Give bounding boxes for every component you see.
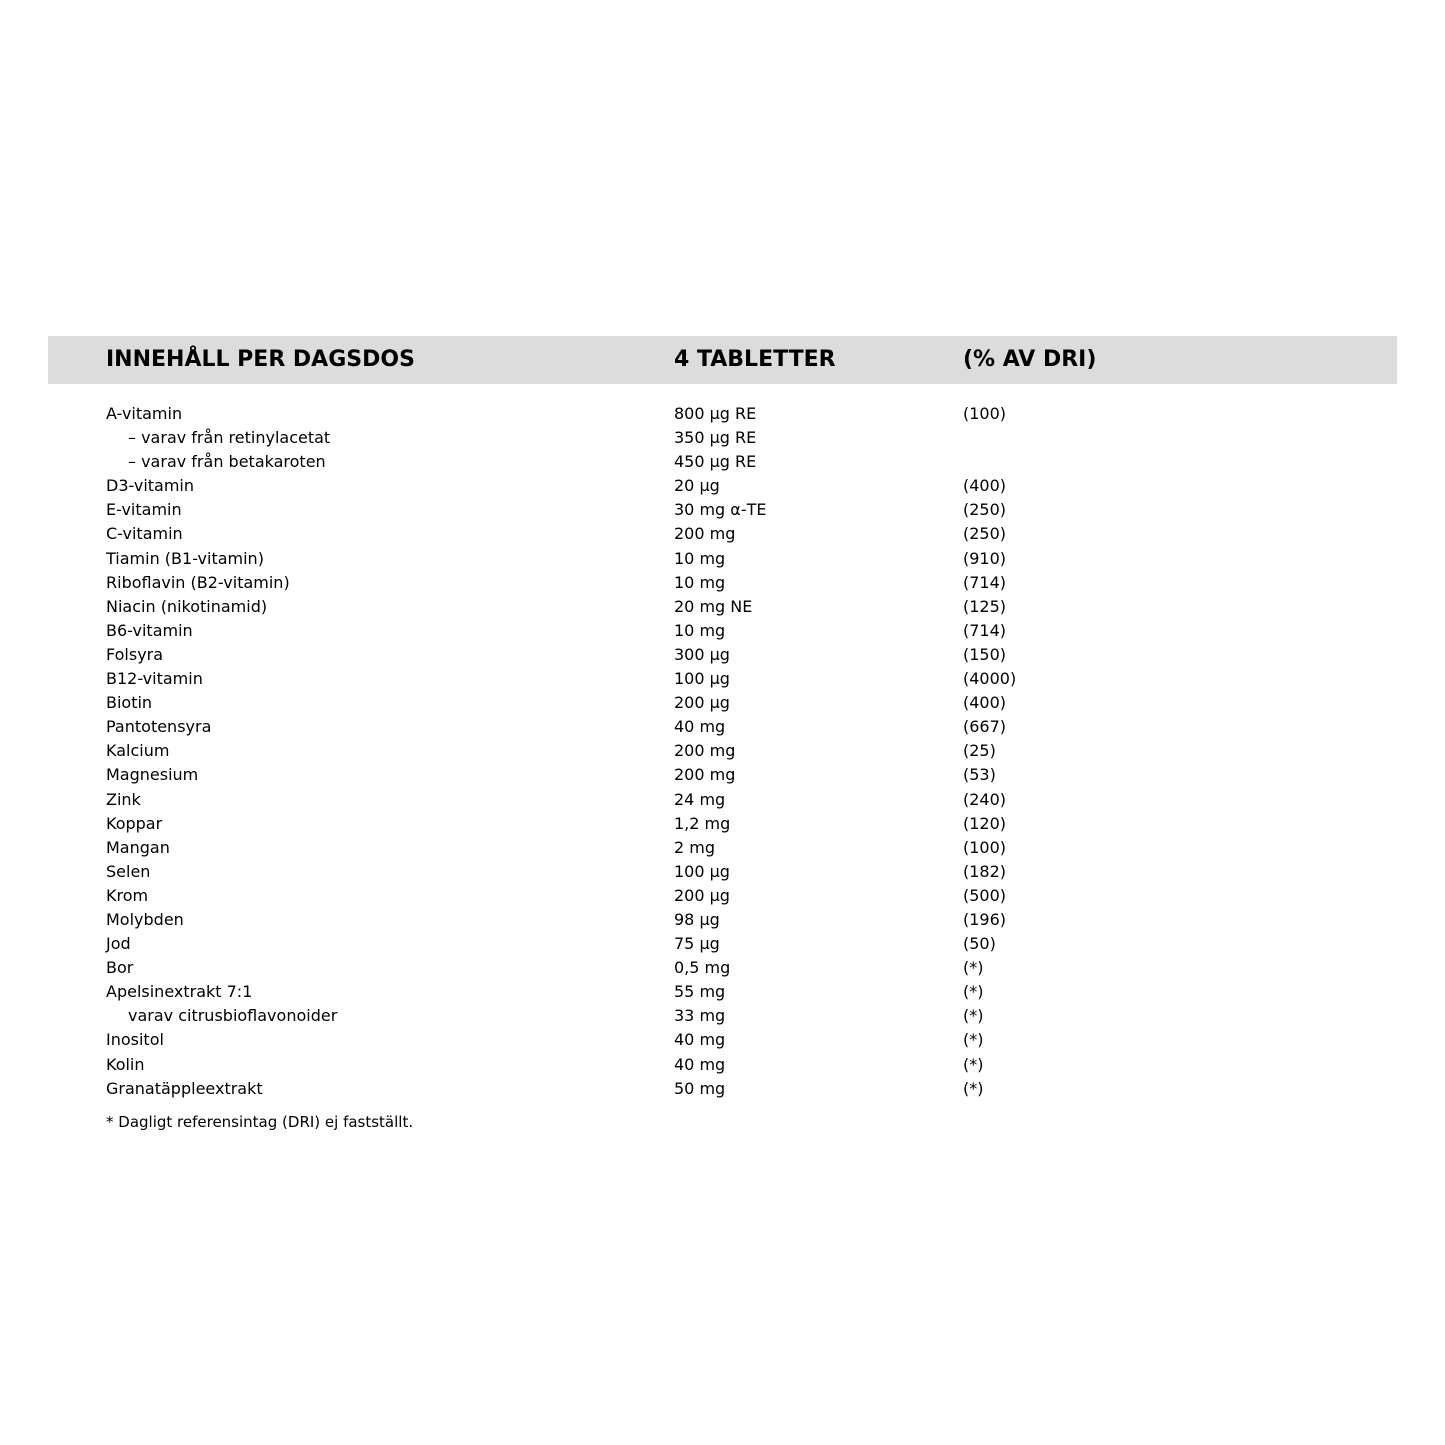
ingredient-name: Kolin xyxy=(106,1054,145,1074)
ingredient-dri: (*) xyxy=(963,1054,984,1074)
table-row xyxy=(48,1053,1397,1077)
ingredient-dri: (910) xyxy=(963,548,1007,568)
table-row xyxy=(48,1077,1397,1101)
ingredient-amount: 20 mg NE xyxy=(674,596,753,616)
ingredient-name: Molybden xyxy=(106,909,184,929)
ingredient-dri: (250) xyxy=(963,500,1007,520)
ingredient-dri: (25) xyxy=(963,741,996,761)
ingredient-amount: 100 µg xyxy=(674,669,730,689)
ingredient-dri: (100) xyxy=(963,404,1007,423)
ingredient-amount: 24 mg xyxy=(674,789,726,809)
table-row xyxy=(48,908,1397,932)
table-row xyxy=(48,860,1397,884)
ingredient-name: Bor xyxy=(106,958,134,978)
ingredient-amount: 200 mg xyxy=(674,765,736,785)
ingredient-name: Tiamin (B1-vitamin) xyxy=(106,548,264,568)
ingredient-dri: (400) xyxy=(963,693,1007,713)
table-row xyxy=(48,547,1397,571)
header-amount: 4 TABLETTER xyxy=(674,347,836,372)
ingredient-name: – varav från retinylacetat xyxy=(128,428,331,448)
ingredient-name: Apelsinextrakt 7:1 xyxy=(106,982,253,1002)
table-row xyxy=(48,884,1397,908)
ingredient-name: Krom xyxy=(106,885,149,905)
ingredient-amount: 98 µg xyxy=(674,909,720,929)
table-row xyxy=(48,763,1397,787)
ingredient-name: Zink xyxy=(106,789,141,809)
ingredient-name: B12-vitamin xyxy=(106,669,203,689)
ingredient-amount: 75 µg xyxy=(674,934,720,954)
table-row xyxy=(48,932,1397,956)
ingredient-amount: 30 mg α-TE xyxy=(674,500,767,520)
ingredient-amount: 200 mg xyxy=(674,524,736,544)
ingredient-name: Kalcium xyxy=(106,741,170,761)
table-row xyxy=(48,450,1397,474)
ingredient-dri: (*) xyxy=(963,1078,984,1098)
table-row xyxy=(48,522,1397,546)
ingredient-name: Selen xyxy=(106,861,151,881)
ingredient-name: Jod xyxy=(106,934,131,954)
table-row xyxy=(48,691,1397,715)
table-row xyxy=(48,571,1397,595)
ingredient-dri: (250) xyxy=(963,524,1007,544)
table-row xyxy=(48,812,1397,836)
header-dri: (% AV DRI) xyxy=(963,347,1097,372)
table-row xyxy=(48,595,1397,619)
ingredient-name: E-vitamin xyxy=(106,500,182,520)
ingredient-amount: 2 mg xyxy=(674,837,716,857)
ingredient-amount: 300 µg xyxy=(674,644,730,664)
ingredient-name: Mangan xyxy=(106,837,170,857)
ingredient-dri: (*) xyxy=(963,982,984,1002)
ingredient-amount: 200 µg xyxy=(674,693,730,713)
ingredient-dri: (*) xyxy=(963,1006,984,1026)
ingredient-amount: 100 µg xyxy=(674,861,730,881)
table-row xyxy=(48,1004,1397,1028)
ingredient-name: B6-vitamin xyxy=(106,620,193,640)
ingredient-name: – varav från betakaroten xyxy=(128,452,326,472)
ingredient-dri: (53) xyxy=(963,765,996,785)
ingredient-dri: (400) xyxy=(963,476,1007,496)
ingredient-amount: 10 mg xyxy=(674,620,726,640)
ingredient-name: Biotin xyxy=(106,693,153,713)
table-row xyxy=(48,643,1397,667)
nutrition-table-body xyxy=(48,402,1397,1101)
ingredient-amount: 10 mg xyxy=(674,572,726,592)
ingredient-amount: 50 mg xyxy=(674,1078,726,1098)
ingredient-dri: (50) xyxy=(963,934,996,954)
ingredient-dri: (196) xyxy=(963,909,1007,929)
ingredient-amount: 40 mg xyxy=(674,1054,726,1074)
ingredient-name: Niacin (nikotinamid) xyxy=(106,596,268,616)
table-row xyxy=(48,715,1397,739)
table-row xyxy=(48,619,1397,643)
table-row xyxy=(48,788,1397,812)
ingredient-amount: 350 µg RE xyxy=(674,428,757,448)
ingredient-amount: 55 mg xyxy=(674,982,726,1002)
ingredient-dri: (100) xyxy=(963,837,1007,857)
ingredient-amount: 40 mg xyxy=(674,1030,726,1050)
ingredient-name: Folsyra xyxy=(106,644,164,664)
ingredient-amount: 200 mg xyxy=(674,741,736,761)
ingredient-dri: (120) xyxy=(963,813,1007,833)
ingredient-amount: 1,2 mg xyxy=(674,813,731,833)
table-row xyxy=(48,474,1397,498)
ingredient-dri: (240) xyxy=(963,789,1007,809)
ingredient-dri: (714) xyxy=(963,572,1007,592)
ingredient-dri: (182) xyxy=(963,861,1007,881)
ingredient-amount: 10 mg xyxy=(674,548,726,568)
ingredient-name: Pantotensyra xyxy=(106,717,212,737)
table-header xyxy=(48,336,1397,384)
ingredient-dri: (4000) xyxy=(963,669,1017,689)
ingredient-name: D3-vitamin xyxy=(106,476,195,496)
ingredient-name: C-vitamin xyxy=(106,524,183,544)
ingredient-dri: (667) xyxy=(963,717,1007,737)
table-row xyxy=(48,980,1397,1004)
ingredient-dri: (150) xyxy=(963,644,1007,664)
table-row xyxy=(48,498,1397,522)
ingredient-amount: 40 mg xyxy=(674,717,726,737)
ingredient-name: Koppar xyxy=(106,813,163,833)
ingredient-name: varav citrusbioflavonoider xyxy=(128,1006,338,1026)
table-row xyxy=(48,1028,1397,1052)
ingredient-amount: 0,5 mg xyxy=(674,958,731,978)
ingredient-amount: 200 µg xyxy=(674,885,730,905)
ingredient-amount: 20 µg xyxy=(674,476,720,496)
ingredient-name: Inositol xyxy=(106,1030,164,1050)
table-row xyxy=(48,402,1397,426)
ingredient-name: Riboflavin (B2-vitamin) xyxy=(106,572,290,592)
footnote: * Dagligt referensintag (DRI) ej fastställt. xyxy=(106,1113,414,1131)
ingredient-dri: (*) xyxy=(963,1030,984,1050)
ingredient-dri: (714) xyxy=(963,620,1007,640)
table-row xyxy=(48,956,1397,980)
ingredient-name: Magnesium xyxy=(106,765,199,785)
table-row xyxy=(48,739,1397,763)
ingredient-amount: 450 µg RE xyxy=(674,452,757,472)
table-row xyxy=(48,836,1397,860)
ingredient-dri: (500) xyxy=(963,885,1007,905)
ingredient-dri: (*) xyxy=(963,958,984,978)
ingredient-dri: (125) xyxy=(963,596,1007,616)
ingredient-name: A-vitamin xyxy=(106,404,183,423)
table-row xyxy=(48,667,1397,691)
ingredient-amount: 800 µg RE xyxy=(674,404,757,423)
ingredient-amount: 33 mg xyxy=(674,1006,726,1026)
table-row xyxy=(48,426,1397,450)
header-ingredient: INNEHÅLL PER DAGSDOS xyxy=(106,347,415,372)
ingredient-name: Granatäppleextrakt xyxy=(106,1078,263,1098)
